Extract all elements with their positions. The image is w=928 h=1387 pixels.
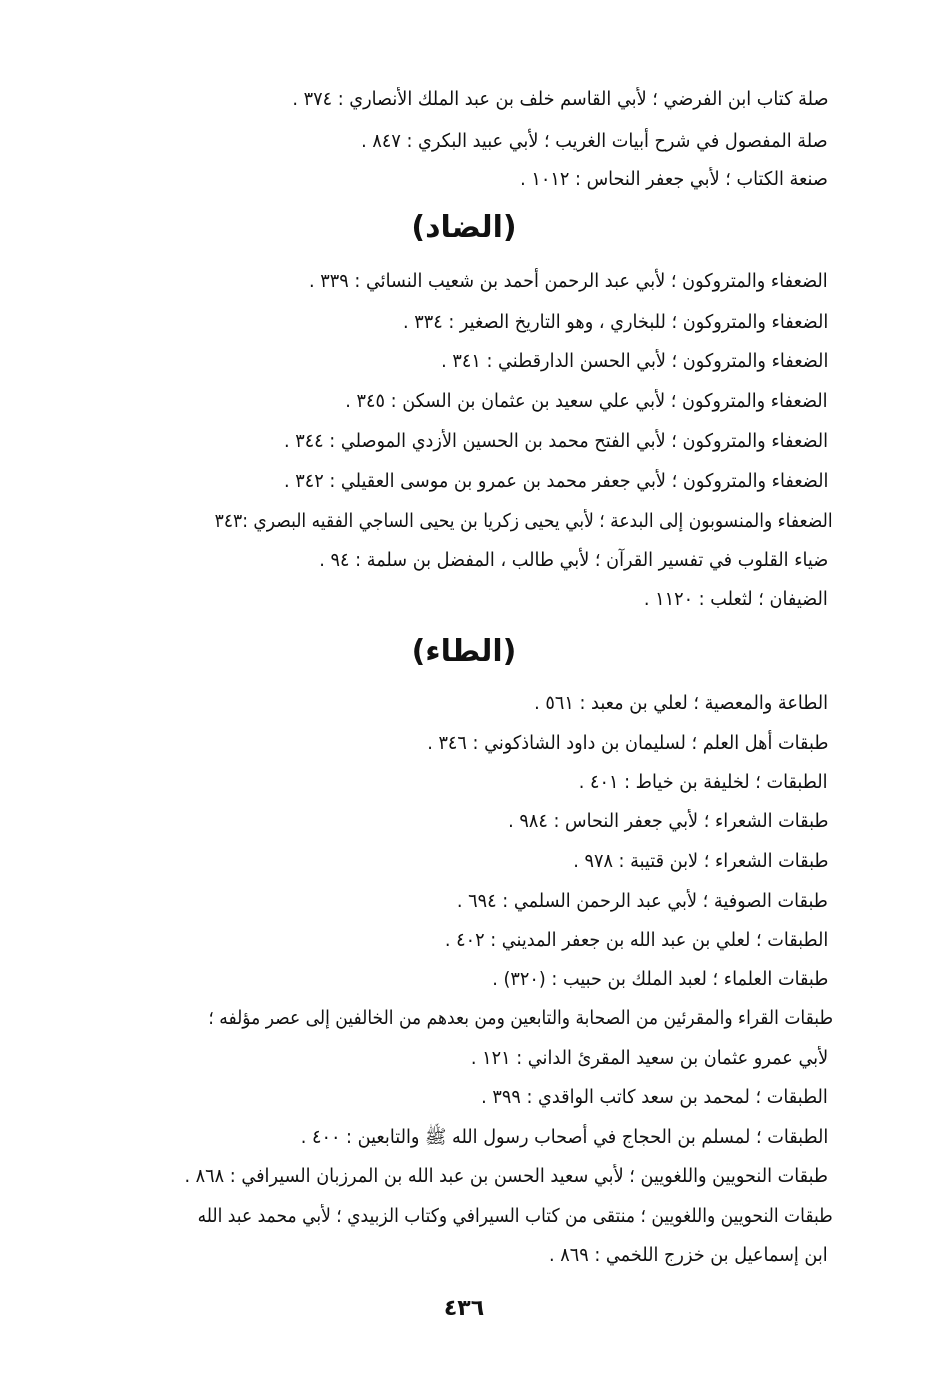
section-heading-dad: (الضاد) <box>411 210 517 245</box>
index-entry: لأبي عمرو عثمان بن سعيد المقرئ الداني : ١٢١ . <box>470 1047 828 1069</box>
index-entry: الضعفاء والمتروكون ؛ للبخاري ، وهو التاريخ الصغير : ٣٣٤ . <box>402 311 828 333</box>
index-entry: الضعفاء والمتروكون ؛ لأبي علي سعيد بن عثمان بن السكن : ٣٤٥ . <box>345 390 828 412</box>
index-entry: الطبقات ؛ لمسلم بن الحجاج في أصحاب رسول الله ﷺ والتابعين : ٤٠٠ . <box>300 1126 828 1148</box>
index-entry: طبقات العلماء ؛ لعبد الملك بن حبيب : (٣٢٠) . <box>491 968 828 990</box>
index-entry: طبقات أهل العلم ؛ لسليمان بن داود الشاذكوني : ٣٤٦ . <box>426 732 828 754</box>
index-entry: الطبقات ؛ لعلي بن عبد الله بن جعفر المديني : ٤٠٢ . <box>444 929 828 951</box>
index-entry: طبقات الصوفية ؛ لأبي عبد الرحمن السلمي : ٦٩٤ . <box>457 890 828 912</box>
index-entry: ابن إسماعيل بن خزرج اللخمي : ٨٦٩ . <box>549 1244 828 1266</box>
section-heading-ta: (الطاء) <box>411 634 517 669</box>
index-entry: ضياء القلوب في تفسير القرآن ؛ لأبي طالب ، المفضل بن سلمة : ٩٤ . <box>319 549 828 571</box>
index-entry: طبقات النحويين واللغويين ؛ منتقى من كتاب السيرافي وكتاب الزبيدي ؛ لأبي محمد عبد الله <box>197 1205 833 1227</box>
index-entry: الطبقات ؛ لخليفة بن خياط : ٤٠١ . <box>579 771 828 793</box>
index-entry: الضعفاء والمنسوبون إلى البدعة ؛ لأبي يحيى زكريا بن يحيى الساجي الفقيه البصري :٣٤٣ <box>215 510 833 532</box>
index-entry: طبقات النحويين واللغويين ؛ لأبي سعيد الحسن بن عبد الله بن المرزبان السيرافي : ٨٦٨ . <box>184 1165 828 1187</box>
index-entry: الطاعة والمعصية ؛ لعلي بن معبد : ٥٦١ . <box>534 692 828 714</box>
index-entry: الضعفاء والمتروكون ؛ لأبي الفتح محمد بن الحسين الأزدي الموصلي : ٣٤٤ . <box>283 430 828 452</box>
index-entry: طبقات الشعراء ؛ لابن قتيبة : ٩٧٨ . <box>572 850 828 872</box>
index-entry: الضعفاء والمتروكون ؛ لأبي الحسن الدارقطني : ٣٤١ . <box>440 350 828 372</box>
index-entry: الضعفاء والمتروكون ؛ لأبي عبد الرحمن أحمد بن شعيب النسائي : ٣٣٩ . <box>309 270 828 292</box>
index-entry: الضعفاء والمتروكون ؛ لأبي جعفر محمد بن عمرو بن موسى العقيلي : ٣٤٢ . <box>283 470 828 492</box>
index-entry: صنعة الكتاب ؛ لأبي جعفر النحاس : ١٠١٢ . <box>520 168 828 190</box>
index-entry: صلة كتاب ابن الفرضي ؛ لأبي القاسم خلف بن عبد الملك الأنصاري : ٣٧٤ . <box>291 88 828 110</box>
index-entry: طبقات الشعراء ؛ لأبي جعفر النحاس : ٩٨٤ . <box>507 810 828 832</box>
index-entry: الضيفان ؛ لثعلب : ١١٢٠ . <box>644 588 828 610</box>
index-entry: الطبقات ؛ لمحمد بن سعد كاتب الواقدي : ٣٩٩ . <box>481 1086 828 1108</box>
index-entry: صلة المفصول في شرح أبيات الغريب ؛ لأبي عبيد البكري : ٨٤٧ . <box>361 130 828 152</box>
page-number: ٤٣٦ <box>443 1296 485 1321</box>
index-entry: طبقات القراء والمقرئين من الصحابة والتابعين ومن بعدهم من الخالفين إلى عصر مؤلفه ؛ <box>208 1007 833 1029</box>
